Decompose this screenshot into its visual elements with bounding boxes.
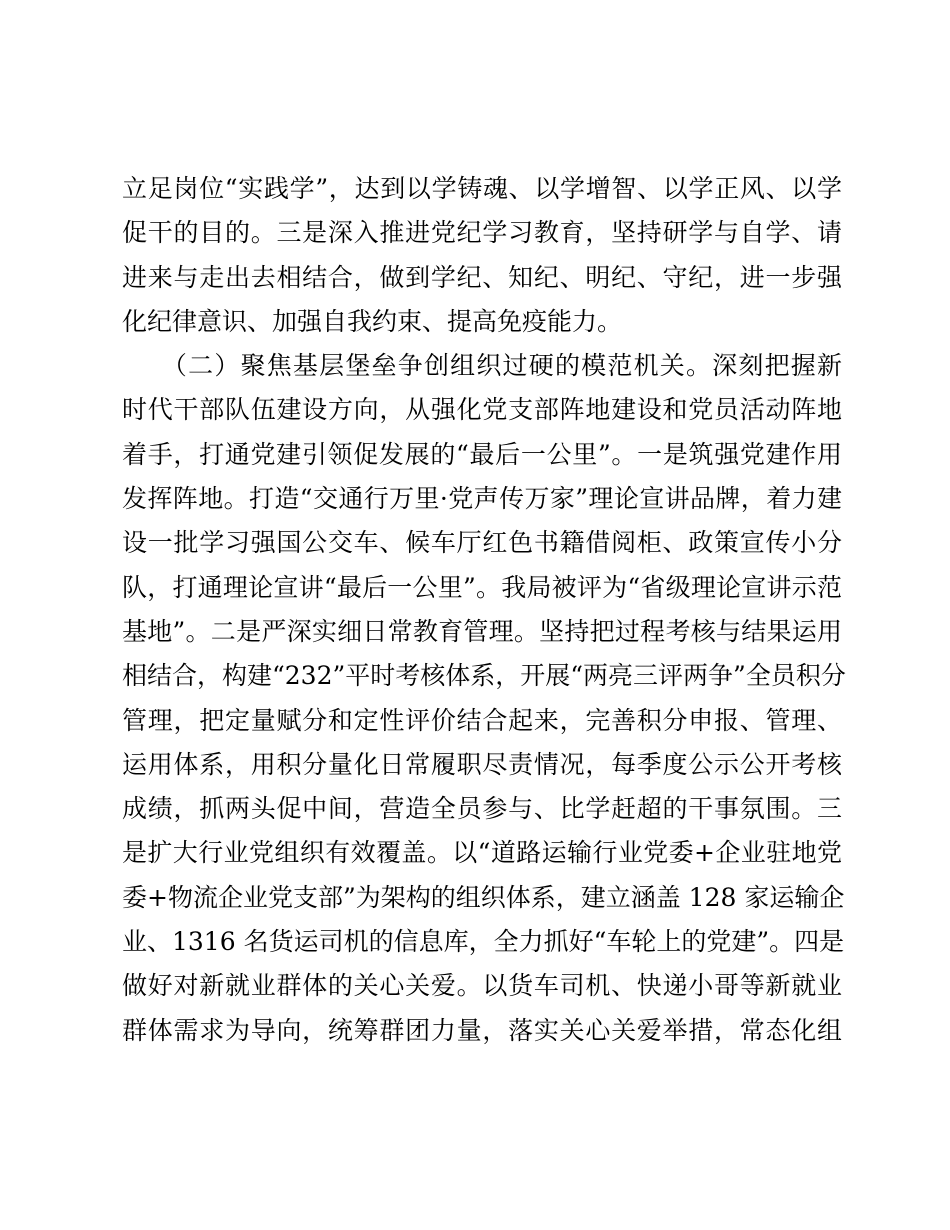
- text-line-7: 着手，打通党建引领促发展的“最后一公里”。一是筑强党建作用: [122, 439, 842, 469]
- text-line-18: 业、1316 名货运司机的信息库，全力抓好“车轮上的党建”。四是: [122, 927, 845, 957]
- text-line-8: 发挥阵地。打造“交通行万里·党声传万家”理论宣讲品牌，着力建: [122, 484, 842, 514]
- text-line-13: 管理，把定量赋分和定性评价结合起来，完善积分申报、管理、: [122, 705, 842, 735]
- text-line-10: 队，打通理论宣讲“最后一公里”。我局被评为“省级理论宣讲示范: [122, 572, 842, 602]
- text-line-20: 群体需求为导向，统筹群团力量，落实关心关爱举措，常态化组: [122, 1015, 842, 1045]
- text-line-19: 做好对新就业群体的关心关爱。以货车司机、快递小哥等新就业: [122, 971, 842, 1001]
- text-line-14: 运用体系，用积分量化日常履职尽责情况，每季度公示公开考核: [122, 749, 842, 779]
- text-line-6: 时代干部队伍建设方向，从强化党支部阵地建设和党员活动阵地: [122, 395, 842, 425]
- text-line-16: 是扩大行业党组织有效覆盖。以“道路运输行业党委+企业驻地党: [122, 838, 842, 868]
- text-line-15: 成绩，抓两头促中间，营造全员参与、比学赶超的干事氛围。三: [122, 794, 842, 824]
- body-text: [122, 167, 846, 1053]
- text-line-2: 促干的目的。三是深入推进党纪学习教育，坚持研学与自学、请: [122, 218, 842, 248]
- text-line-4: 化纪律意识、加强自我约束、提高免疫能力。: [122, 306, 623, 336]
- section-heading-line: （二）聚焦基层堡垒争创组织过硬的模范机关。深刻把握新: [122, 351, 842, 381]
- text-line-17: 委+物流企业党支部”为架构的组织体系，建立涵盖 128 家运输企: [122, 882, 845, 912]
- text-line-12: 相结合，构建“232”平时考核体系，开展“两亮三评两争”全员积分: [122, 661, 846, 691]
- text-line-3: 进来与走出去相结合，做到学纪、知纪、明纪、守纪，进一步强: [122, 262, 842, 292]
- text-line-1: 立足岗位“实践学”，达到以学铸魂、以学增智、以学正风、以学: [122, 174, 842, 203]
- text-line-9: 设一批学习强国公交车、候车厅红色书籍借阅柜、政策宣传小分: [122, 528, 842, 558]
- text-line-11: 基地”。二是严深实细日常教育管理。坚持把过程考核与结果运用: [122, 616, 842, 646]
